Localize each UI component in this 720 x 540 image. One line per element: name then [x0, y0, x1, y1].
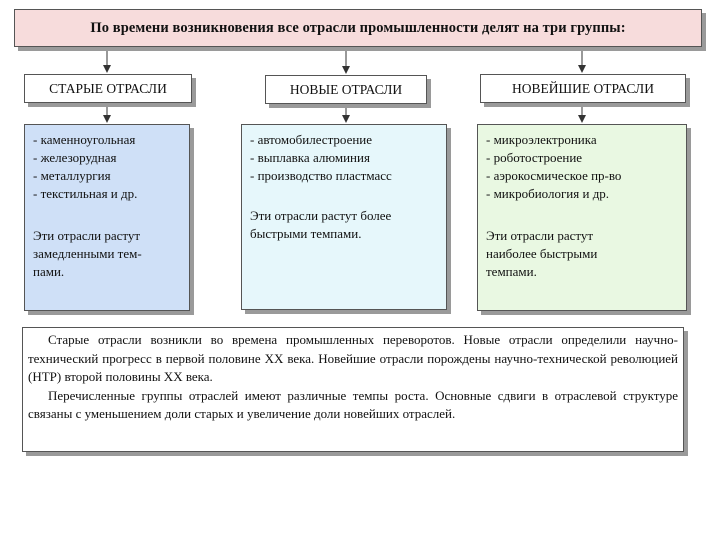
note-line: Эти отрасли растут более: [250, 208, 392, 223]
note-line: темпами.: [486, 264, 537, 279]
note-line: пами.: [33, 264, 65, 279]
growth-note: [486, 227, 678, 281]
growth-note: [33, 227, 181, 281]
summary-paragraph: [22, 327, 684, 452]
list-item: - аэрокосмическое пр-во: [486, 168, 622, 183]
note-line: Эти отрасли растут: [33, 228, 141, 243]
note-line: Эти отрасли растут: [486, 228, 594, 243]
growth-note: [250, 207, 438, 243]
list-item: - текстильная и др.: [33, 186, 138, 201]
note-line: замедленными тем-: [33, 246, 142, 261]
list-item: - выплавка алюминия: [250, 150, 370, 165]
note-line: быстрыми темпами.: [250, 226, 362, 241]
list-item: - роботостроение: [486, 150, 583, 165]
list-item: - металлургия: [33, 168, 111, 183]
list-item: - автомобилестроение: [250, 132, 373, 147]
header-new-industries: НОВЫЕ ОТРАСЛИ: [265, 75, 427, 104]
note-line: наиболее быстрыми: [486, 246, 598, 261]
newest-industries-box: [477, 124, 687, 311]
new-industries-box: [241, 124, 447, 310]
header-newest-industries: НОВЕЙШИЕ ОТРАСЛИ: [480, 74, 686, 103]
header-old-industries: СТАРЫЕ ОТРАСЛИ: [24, 74, 192, 103]
list-item: - железорудная: [33, 150, 117, 165]
list-item: - микробиология и др.: [486, 186, 610, 201]
list-item: - каменноугольная: [33, 132, 136, 147]
diagram-title: По времени возникновения все отрасли промышленности делят на три группы:: [14, 9, 702, 47]
list-item: - производство пластмасс: [250, 168, 392, 183]
summary-p2: Перечисленные группы отраслей имеют различные темпы роста. Основные сдвиги в отраслевой структуре связаны с уменьшением доли старых и увеличение доли новейших отраслей.: [28, 387, 678, 421]
list-item: - микроэлектроника: [486, 132, 597, 147]
old-industries-box: [24, 124, 190, 311]
summary-p1: Старые отрасли возникли во времена промышленных переворотов. Новые отрасли определили научно-технический прогресс в первой половине XX века. Новейшие отрасли порождены научно-технической революцией (НТР) второй половины XX века.: [28, 332, 678, 384]
